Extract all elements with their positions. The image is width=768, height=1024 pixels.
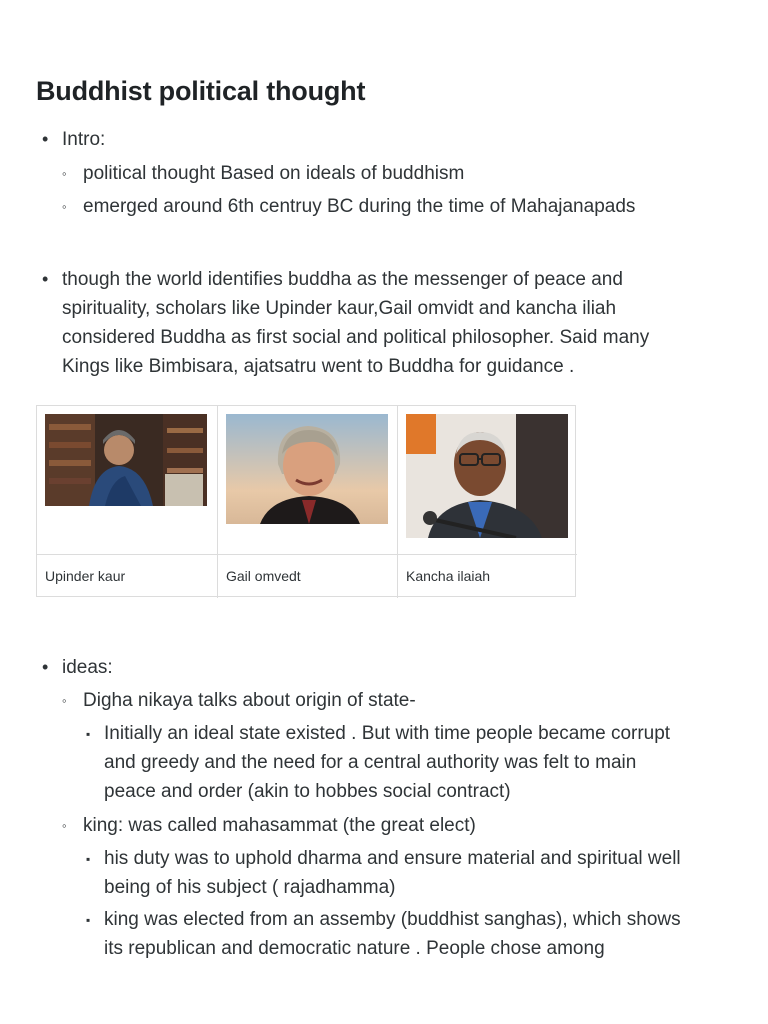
portrait-photo <box>226 414 388 524</box>
scholar-cell <box>217 406 397 598</box>
king-label: king: was called mahasammat (the great elect) <box>83 815 476 836</box>
sub-bullet-icon <box>62 686 67 715</box>
scholar-image-table <box>36 405 576 597</box>
sub-bullet-icon <box>62 811 67 840</box>
king-point-line: being of his subject ( rajadhamma) <box>104 877 396 898</box>
bullet-icon <box>42 265 48 295</box>
ideas-label: ideas: <box>62 657 113 678</box>
paragraph-line: spirituality, scholars like Upinder kaur,Gail omvidt and kancha iliah <box>62 298 617 319</box>
cell-divider <box>398 554 577 555</box>
king-point-line: king was elected from an assemby (buddhist sanghas), which shows <box>104 909 681 930</box>
cell-divider <box>218 554 397 555</box>
digha-point-line: and greedy and the need for a central authority was felt to main <box>104 752 637 773</box>
page-title: Buddhist political thought <box>36 76 366 106</box>
intro-item: political thought Based on ideals of buddhism <box>83 163 465 184</box>
scholar-caption: Kancha ilaiah <box>406 568 491 584</box>
cell-divider <box>37 554 217 555</box>
square-bullet-icon <box>86 905 90 935</box>
digha-point-line: Initially an ideal state existed . But with time people became corrupt <box>104 723 671 744</box>
paragraph-line: considered Buddha as first social and political philosopher. Said many <box>62 327 650 348</box>
bullet-icon <box>42 653 48 683</box>
paragraph-line: Kings like Bimbisara, ajatsatru went to Buddha for guidance . <box>62 356 575 377</box>
digha-point-line: peace and order (akin to hobbes social contract) <box>104 781 511 802</box>
intro-label: Intro: <box>62 129 106 150</box>
scholar-cell <box>397 406 577 598</box>
square-bullet-icon <box>86 719 90 749</box>
king-point-line: his duty was to uphold dharma and ensure material and spiritual well <box>104 848 681 869</box>
scholar-caption: Gail omvedt <box>226 568 301 584</box>
digha-label: Digha nikaya talks about origin of state- <box>83 690 416 711</box>
square-bullet-icon <box>86 844 90 874</box>
intro-item: emerged around 6th centruy BC during the time of Mahajanapads <box>83 196 636 217</box>
sub-bullet-icon <box>62 192 67 221</box>
sub-bullet-icon <box>62 159 67 188</box>
king-point-line: its republican and democratic nature . People chose among <box>104 938 605 959</box>
scholar-caption: Upinder kaur <box>45 568 126 584</box>
portrait-photo <box>45 414 207 506</box>
paragraph-line: though the world identifies buddha as the messenger of peace and <box>62 269 623 290</box>
scholar-cell <box>37 406 217 598</box>
portrait-photo <box>406 414 568 538</box>
bullet-icon <box>42 125 48 155</box>
